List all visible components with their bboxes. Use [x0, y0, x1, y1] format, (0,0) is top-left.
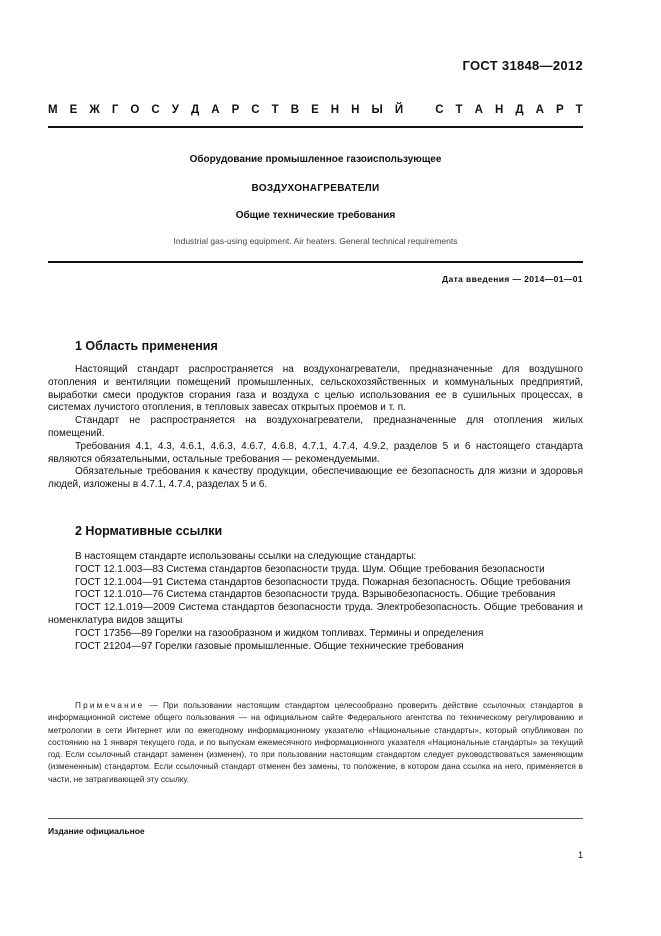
title-line-1: Оборудование промышленное газоиспользующее: [189, 154, 442, 165]
section-1-paragraph: [48, 364, 583, 415]
heading-letter: Н: [494, 104, 504, 116]
paragraph-text: В настоящем стандарте использованы ссылки на следующие стандарты:: [75, 551, 417, 562]
section-2-heading: 2 Нормативные ссылки: [75, 524, 223, 538]
heading-letter: Г: [111, 104, 119, 116]
heading-letter: Ы: [371, 104, 383, 116]
heading-letter: В: [290, 104, 300, 116]
heading-letter: Т: [455, 104, 463, 116]
reference-text: ГОСТ 12.1.019—2009 Система стандартов безопасности труда. Электробезопасность. Общие требования и номенклатура видов защиты: [48, 602, 583, 626]
title-english: Industrial gas-using equipment. Air heaters. General technical requirements: [173, 236, 458, 246]
heading-letter: С: [251, 104, 260, 116]
heading-letter: Й: [394, 104, 404, 116]
paragraph-text: Настоящий стандарт распространяется на воздухонагреватели, предназначенные для воздушного отопления и вентиляции помещений промышленных, сельскохозяйственных и коммунальных предприятий, выработки смеси продуктов сгорания газа и воздуха с целью использования ее в сушильных процессах, в системах лучистого отопления, в тепловых завесах открытых проемов и т. п.: [48, 364, 583, 414]
section-1-heading: 1 Область применения: [75, 339, 218, 353]
heading-letter: А: [474, 104, 483, 116]
reference-item: [48, 589, 583, 602]
reference-text: ГОСТ 21204—97 Горелки газовые промышленные. Общие технические требования: [75, 640, 464, 652]
footer-rule: [48, 818, 583, 819]
paragraph-text: Требования 4.1, 4.3, 4.6.1, 4.6.3, 4.6.7, 4.6.8, 4.7.1, 4.7.4, 4.9.2, разделов 5 и 6 настоящего стандарта являются обязательными, остальные требования — рекомендуемыми.: [48, 440, 583, 465]
reference-item: [48, 641, 583, 654]
title-line-2: ВОЗДУХОНАГРЕВАТЕЛИ: [251, 183, 380, 194]
heading-letter: Е: [69, 104, 78, 116]
section-2-paragraph: [48, 551, 583, 564]
heading-letter: М: [48, 104, 58, 116]
reference-item: [48, 602, 583, 628]
heading-letter: Д: [190, 104, 200, 116]
references-note: [48, 700, 583, 786]
heading-letter: Т: [575, 104, 583, 116]
heading-letter: У: [171, 104, 179, 116]
heading-letter: Р: [231, 104, 240, 116]
reference-item: [48, 564, 583, 577]
heading-letter: Ж: [89, 104, 100, 116]
section-2-body: [48, 551, 583, 653]
title-line-3: Общие технические требования: [235, 210, 396, 221]
standard-code: ГОСТ 31848—2012: [462, 58, 583, 73]
note-label: Примечание: [75, 701, 145, 710]
reference-text: ГОСТ 12.1.010—76 Система стандартов безопасности труда. Взрывобезопасность. Общие требования: [75, 589, 556, 601]
heading-letter: Д: [515, 104, 524, 116]
section-1-body: [48, 364, 583, 492]
section-1-paragraph: [48, 415, 583, 441]
heading-word-gap: [415, 104, 423, 116]
paragraph-text: Стандарт не распространяется на воздухонагреватели, предназначенные для отопления жилых помещений.: [48, 415, 583, 439]
title-rule: [48, 261, 583, 263]
heading-letter: Т: [271, 104, 279, 116]
heading-letter: А: [535, 104, 544, 116]
heading-letter: Н: [351, 104, 360, 116]
heading-letter: Н: [330, 104, 340, 116]
heading-letter: С: [435, 104, 444, 116]
heading-letter: А: [211, 104, 220, 116]
reference-item: [48, 577, 583, 590]
intro-date: Дата введения — 2014—01—01: [442, 274, 583, 284]
reference-item: [48, 628, 583, 641]
header-rule: [48, 126, 583, 128]
reference-text: ГОСТ 17356—89 Горелки на газообразном и жидком топливах. Термины и определения: [75, 627, 484, 639]
reference-text: ГОСТ 12.1.003—83 Система стандартов безопасности труда. Шум. Общие требования безопасности: [75, 563, 545, 575]
reference-text: ГОСТ 12.1.004—91 Система стандартов безопасности труда. Пожарная безопасность. Общие требования: [75, 576, 571, 588]
paragraph-text: Обязательные требования к качеству продукции, обеспечивающие ее безопасность для жизни и здоровья людей, изложены в 4.7.1, 4.7.4, разделах 5 и 6.: [48, 466, 583, 491]
heading-letter: Е: [311, 104, 319, 116]
section-1-paragraph: [48, 466, 583, 492]
heading-letter: О: [130, 104, 140, 116]
edition-label: Издание официальное: [48, 826, 145, 836]
heading-letter: С: [151, 104, 160, 116]
note-text: — При пользовании настоящим стандартом целесообразно проверить действие ссылочных стандартов в информационной системе общего пользования — на официальном сайте Федерального агентства по техническому регулированию и метрологии в сети Интернет или по ежегодному информационному указателю «Национальные стандарты», который опубликован по состоянию на 1 января текущего года, и по выпускам ежемесячного информационного указателя «Национальные стандарты» за текущий год. Если ссылочный стандарт заменен (изменен), то при пользовании настоящим стандартом следует руководствоваться заменяющим (измененным) стандартом. Если ссылочный стандарт отменен без замены, то положение, в котором дана ссылка на него, применяется в части, не затрагивающей эту ссылку.: [48, 701, 583, 784]
heading-letter: Р: [555, 104, 564, 116]
section-1-paragraph: [48, 441, 583, 467]
page-number: 1: [577, 850, 583, 860]
standard-type-heading: [48, 104, 583, 116]
